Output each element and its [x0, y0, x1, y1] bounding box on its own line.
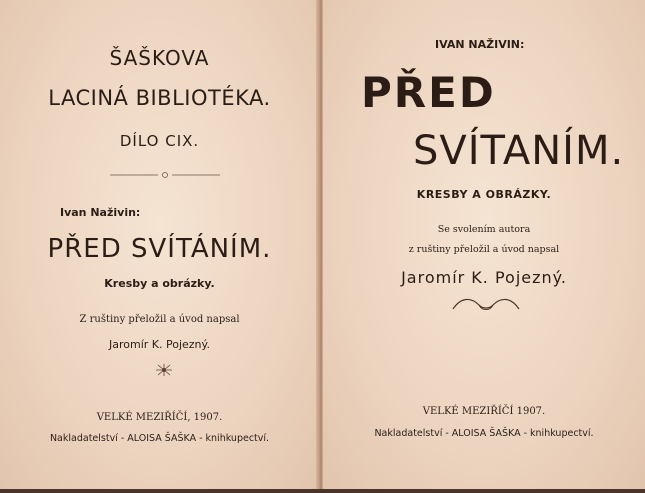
- author-name: IVAN NAŽIVIN:: [435, 38, 525, 51]
- book-subtitle: Kresby a obrázky.: [104, 277, 215, 290]
- scroll-ornament-icon: [451, 295, 521, 315]
- right-page: [322, 0, 645, 493]
- volume-number: DÍLO CIX.: [119, 132, 200, 150]
- place-year: VELKÉ MEZIŘÍČÍ, 1907.: [96, 412, 223, 423]
- divider-ornament-icon: [110, 171, 220, 179]
- left-page: [0, 0, 320, 493]
- translator-line: Z ruštiny přeložil a úvod napsal: [79, 314, 240, 325]
- book-subtitle: KRESBY A OBRÁZKY.: [416, 188, 552, 201]
- permission-line: Se svolením autora: [437, 224, 531, 235]
- place-year: VELKÉ MEZIŘÍČÍ 1907.: [422, 406, 546, 417]
- title-line1: PŘED: [361, 68, 496, 117]
- publisher-line: Nakladatelství - ALOISA ŠAŠKA - knihkupectví.: [49, 433, 270, 444]
- series-title-line1: ŠAŠKOVA: [109, 46, 210, 70]
- translator-name: Jaromír K. Pojezný.: [109, 338, 210, 351]
- floral-ornament-icon: [147, 362, 181, 378]
- author-name: Ivan Naživin:: [60, 206, 141, 219]
- series-title-line2: LACINÁ BIBLIOTÉKA.: [48, 86, 271, 110]
- translator-line: z ruštiny přeložil a úvod napsal: [408, 244, 560, 255]
- translator-name: Jaromír K. Pojezný.: [401, 268, 567, 287]
- book-bottom-edge: [0, 489, 645, 493]
- publisher-line: Nakladatelství - ALOISA ŠAŠKA - knihkupectví.: [374, 428, 594, 439]
- title-line2: SVÍTANÍM.: [413, 128, 625, 174]
- book-title: PŘED SVÍTÁNÍM.: [47, 234, 272, 264]
